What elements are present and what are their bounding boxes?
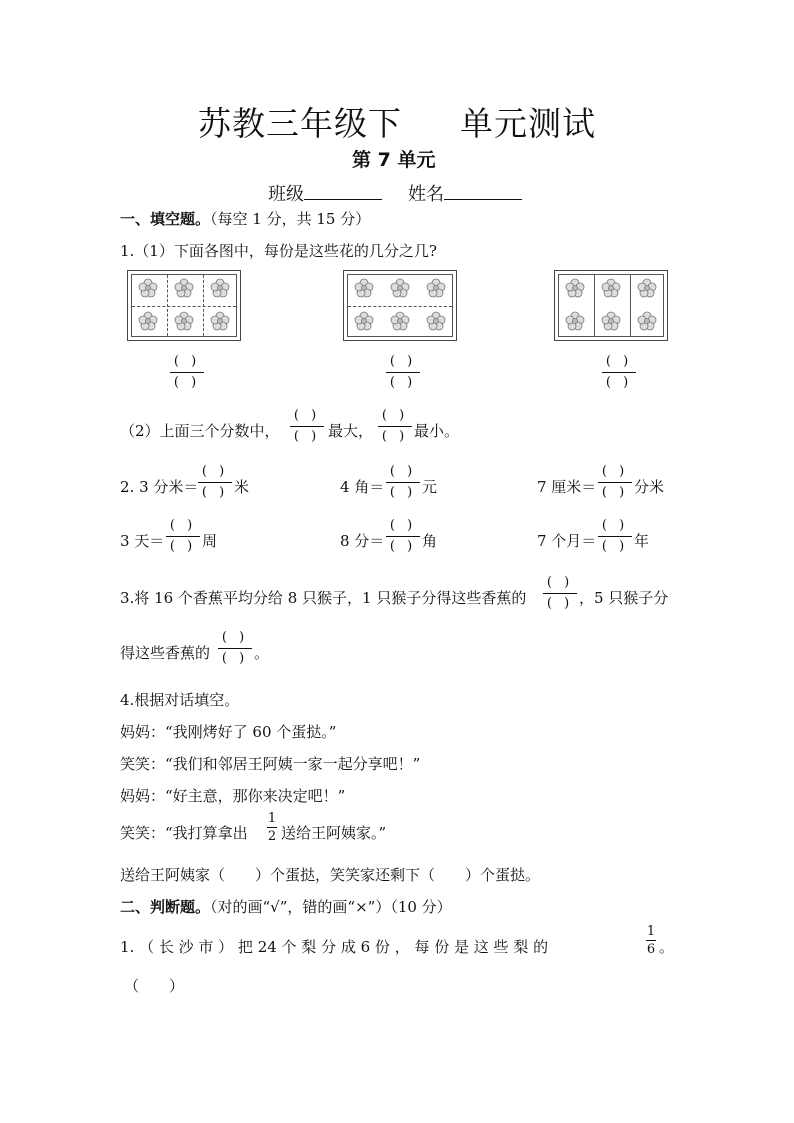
q3-line1-end: ，5 只猴子分 — [579, 589, 669, 607]
q2-item-5-fraction[interactable]: ( ) ( ) — [386, 519, 420, 557]
title-right: 单元测试 — [460, 104, 596, 143]
answer-fraction-smallest[interactable]: ( ) ( ) — [378, 409, 412, 447]
q3-line2-end: 。 — [254, 644, 270, 662]
flower-icon — [174, 311, 194, 331]
class-label: 班级 — [268, 184, 304, 205]
q2-item-3-prefix: 7 厘米＝ — [537, 478, 597, 496]
answer-fraction-3[interactable]: ( ) ( ) — [602, 355, 636, 393]
figure-2 — [343, 270, 457, 341]
title-left: 苏教三年级下 — [198, 104, 402, 143]
section1-title: 一、填空题。 — [120, 210, 211, 228]
flower-icon — [390, 311, 410, 331]
q2-item-5-prefix: 8 分＝ — [340, 532, 385, 550]
q2-item-2-fraction[interactable]: ( ) ( ) — [386, 465, 420, 503]
q4-dialog-4-prefix: 笑笑：“我打算拿出 — [120, 824, 248, 842]
flower-icon — [426, 278, 446, 298]
q3-line2: 得这些香蕉的 — [120, 644, 211, 662]
unit-label: 第 7 单元 — [352, 149, 436, 171]
flower-icon — [601, 278, 621, 298]
flower-icon — [354, 278, 374, 298]
flower-icon — [210, 278, 230, 298]
flower-icon — [565, 311, 585, 331]
flower-icon — [637, 311, 657, 331]
flower-icon — [210, 311, 230, 331]
section1-note: （每空 1 分，共 15 分） — [210, 210, 371, 228]
q2-item-5-suffix: 角 — [422, 532, 438, 550]
q4-half-fraction: 1 2 — [267, 811, 277, 844]
flower-icon — [138, 278, 158, 298]
q3-fraction-2[interactable]: ( ) ( ) — [218, 631, 252, 669]
figure-1 — [127, 270, 241, 341]
q3-line1: 3.将 16 个香蕉平均分给 8 只猴子，1 只猴子分得这些香蕉的 — [120, 589, 527, 607]
flower-icon — [354, 311, 374, 331]
q2-item-3-fraction[interactable]: ( ) ( ) — [598, 465, 632, 503]
flower-icon — [138, 311, 158, 331]
s2-q1-fraction: 1 6 — [646, 924, 656, 957]
q3-fraction-1[interactable]: ( ) ( ) — [543, 576, 577, 614]
q2-item-4-fraction[interactable]: ( ) ( ) — [166, 519, 200, 557]
q1-part2-end: 最小。 — [414, 422, 460, 440]
q2-item-3-suffix: 分米 — [634, 478, 665, 496]
q2-item-4-prefix: 3 天＝ — [120, 532, 165, 550]
q4-dialog-4-suffix: 送给王阿姨家。” — [281, 824, 387, 842]
q2-item-2-prefix: 4 角＝ — [340, 478, 385, 496]
q2-item-1-prefix: 2. 3 分米＝ — [120, 478, 199, 496]
q1-prompt: 1.（1）下面各图中，每份是这些花的几分之几? — [120, 242, 437, 260]
q2-item-6-suffix: 年 — [634, 532, 650, 550]
q2-item-4-suffix: 周 — [202, 532, 218, 550]
q2-item-1-fraction[interactable]: ( ) ( ) — [198, 465, 232, 503]
flower-icon — [637, 278, 657, 298]
q4-title: 4.根据对话填空。 — [120, 691, 240, 709]
flower-icon — [174, 278, 194, 298]
name-blank[interactable] — [444, 183, 522, 200]
q4-answer: 送给王阿姨家（ ）个蛋挞，笑笑家还剩下（ ）个蛋挞。 — [120, 866, 541, 884]
section1-heading — [120, 208, 370, 229]
q1-part2-mid: 最大， — [328, 422, 374, 440]
flower-icon — [390, 278, 410, 298]
flower-icon — [601, 311, 621, 331]
q2-item-6-fraction[interactable]: ( ) ( ) — [598, 519, 632, 557]
answer-fraction-largest[interactable]: ( ) ( ) — [290, 409, 324, 447]
q4-dialog-2: 笑笑：“我们和邻居王阿姨一家一起分享吧！” — [120, 755, 421, 773]
class-field — [268, 180, 382, 206]
class-blank[interactable] — [304, 183, 382, 200]
figure-3 — [554, 270, 668, 341]
q2-item-2-suffix: 元 — [422, 478, 438, 496]
flower-icon — [565, 278, 585, 298]
q2-item-1-suffix: 米 — [234, 478, 250, 496]
q2-item-6-prefix: 7 个月＝ — [537, 532, 597, 550]
name-field — [408, 180, 522, 206]
q4-dialog-1: 妈妈：“我刚烤好了 60 个蛋挞。” — [120, 723, 337, 741]
s2-q1-answer-paren[interactable]: （ ） — [124, 977, 185, 995]
q4-dialog-3: 妈妈：“好主意，那你来决定吧！” — [120, 787, 346, 805]
answer-fraction-2[interactable]: ( ) ( ) — [386, 355, 420, 393]
answer-fraction-1[interactable]: ( ) ( ) — [170, 355, 204, 393]
section2-note: （对的画“√”，错的画“×”）（10 分） — [210, 898, 452, 916]
name-label: 姓名 — [408, 184, 444, 205]
flower-icon — [426, 311, 446, 331]
q1-part2-prefix: （2）上面三个分数中， — [120, 422, 280, 440]
s2-q1-text: 1. （ 长 沙 市 ） 把 24 个 梨 分 成 6 份 ， 每 份 是 这 些 梨 的 — [120, 938, 549, 956]
section2-title: 二、判断题。 — [120, 898, 211, 916]
s2-q1-end: 。 — [659, 938, 675, 956]
section2-heading — [120, 896, 452, 917]
